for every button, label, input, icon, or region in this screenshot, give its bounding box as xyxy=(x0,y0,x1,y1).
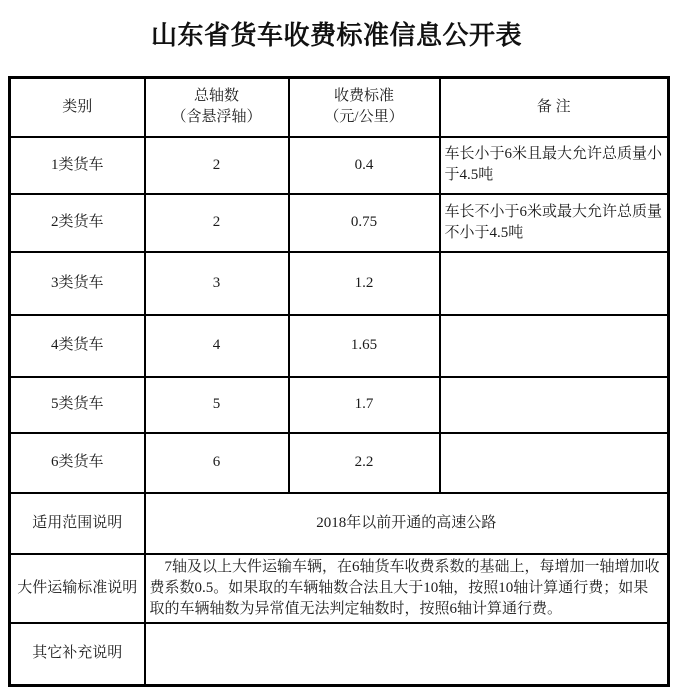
rate-cell: 0.75 xyxy=(289,194,440,252)
note-content: 2018年以前开通的高速公路 xyxy=(145,493,669,554)
axles-cell: 3 xyxy=(145,252,289,315)
note-content xyxy=(145,623,669,686)
note-content: 7轴及以上大件运输车辆，在6轴货车收费系数的基础上，每增加一轴增加收费系数0.5。如果取的车辆轴数合法且大于10轴，按照10轴计算通行费；如果取的车辆轴数为异常值无法判定轴数时，按照6轴计算通行费。 xyxy=(145,554,669,623)
note-label: 大件运输标准说明 xyxy=(10,554,145,623)
col-header-rate-line2: （元/公里） xyxy=(324,109,404,126)
category-cell: 1类货车 xyxy=(10,137,145,194)
table-row xyxy=(10,377,669,433)
axles-cell: 5 xyxy=(145,377,289,433)
axles-cell: 4 xyxy=(145,315,289,377)
note-label: 适用范围说明 xyxy=(10,493,145,554)
col-header-axles xyxy=(145,78,289,137)
note-label: 其它补充说明 xyxy=(10,623,145,686)
page-title: 山东省货车收费标准信息公开表 xyxy=(150,21,522,50)
category-cell: 2类货车 xyxy=(10,194,145,252)
remark-cell xyxy=(440,433,669,493)
col-header-category-label: 类别 xyxy=(62,98,93,115)
rate-cell: 2.2 xyxy=(289,433,440,493)
rate-cell: 1.65 xyxy=(289,315,440,377)
note-row xyxy=(10,623,669,686)
table-row xyxy=(10,433,669,493)
col-header-axles-line1: 总轴数 xyxy=(193,88,239,105)
rate-cell: 1.7 xyxy=(289,377,440,433)
toll-standard-table xyxy=(8,76,670,687)
remark-cell xyxy=(440,377,669,433)
col-header-remark xyxy=(440,78,669,137)
header-row xyxy=(10,78,669,137)
table-row xyxy=(10,315,669,377)
remark-cell xyxy=(440,315,669,377)
col-header-remark-label: 备 注 xyxy=(536,98,571,115)
category-cell: 5类货车 xyxy=(10,377,145,433)
rate-cell: 1.2 xyxy=(289,252,440,315)
axles-cell: 6 xyxy=(145,433,289,493)
category-cell: 6类货车 xyxy=(10,433,145,493)
remark-cell: 车长不小于6米或最大允许总质量不小于4.5吨 xyxy=(440,194,669,252)
note-row xyxy=(10,554,669,623)
table-row xyxy=(10,194,669,252)
note-row xyxy=(10,493,669,554)
col-header-rate xyxy=(289,78,440,137)
col-header-category xyxy=(10,78,145,137)
category-cell: 4类货车 xyxy=(10,315,145,377)
col-header-axles-line2: （含悬浮轴） xyxy=(171,109,262,126)
category-cell: 3类货车 xyxy=(10,252,145,315)
table-row xyxy=(10,252,669,315)
remark-cell: 车长小于6米且最大允许总质量小于4.5吨 xyxy=(440,137,669,194)
axles-cell: 2 xyxy=(145,137,289,194)
table-row xyxy=(10,137,669,194)
col-header-rate-line1: 收费标准 xyxy=(333,88,394,105)
remark-cell xyxy=(440,252,669,315)
axles-cell: 2 xyxy=(145,194,289,252)
rate-cell: 0.4 xyxy=(289,137,440,194)
